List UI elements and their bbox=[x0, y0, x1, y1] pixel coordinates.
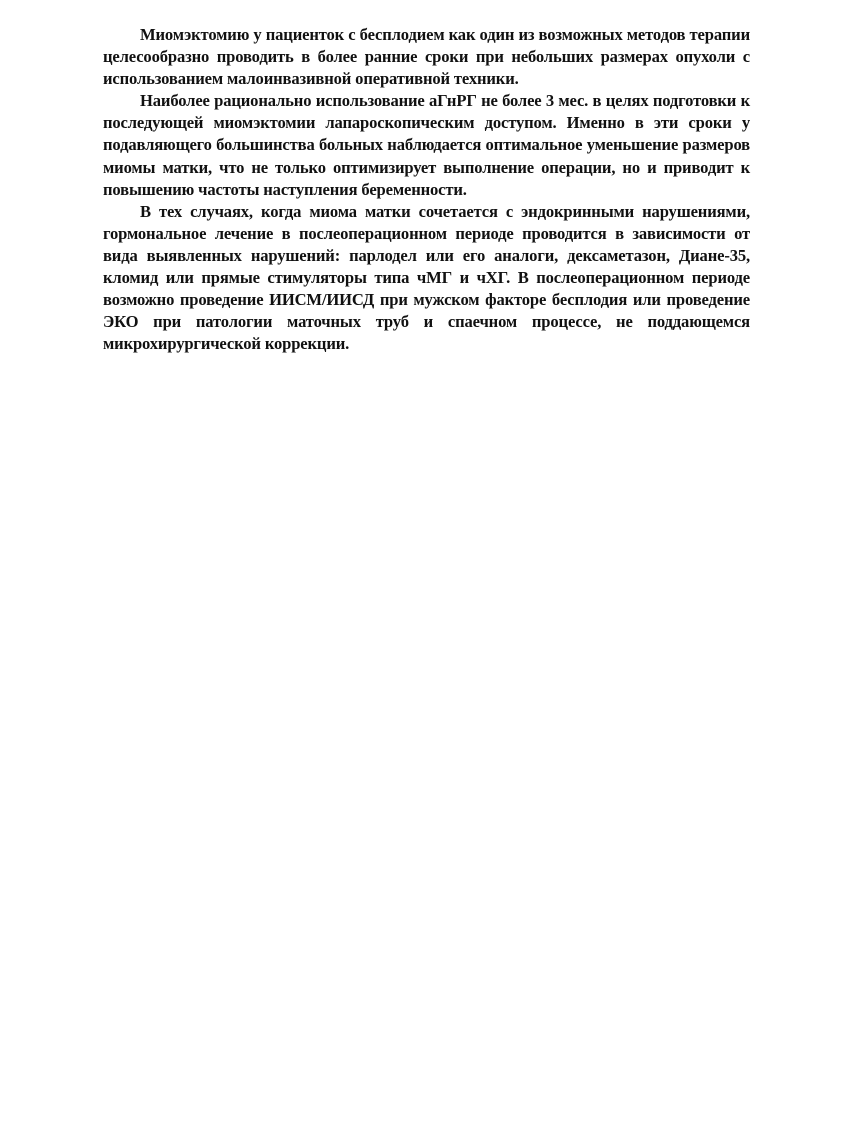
body-text bbox=[103, 24, 750, 355]
paragraph-2: Наиболее рационально использование аГнРГ не более 3 мес. в целях подготовки к последующей миомэктомии лапароскопическим доступом. Именно в эти сроки у подавляющего большинства больных наблюдается оптимальное уменьшение размеров миомы матки, что не только оптимизирует выполнение операции, но и приводит к повышению частоты наступления беременности. bbox=[103, 91, 750, 199]
paragraph-1: Миомэктомию у пациенток с бесплодием как один из возможных методов терапии целесообразно проводить в более ранние сроки при небольших размерах опухоли с использованием малоинвазивной оперативной техники. bbox=[103, 25, 750, 89]
paragraph-3: В тех случаях, когда миома матки сочетается с эндокринными нарушениями, гормональное лечение в послеоперационном периоде проводится в зависимости от вида выявленных нарушений: парлодел или его аналоги, дексаметазон, Диане-35, кломид или прямые стимуляторы типа чМГ и чХГ. В послеоперационном периоде возможно проведение ИИСМ/ИИСД при мужском факторе бесплодия или проведение ЭКО при патологии маточных труб и спаечном процессе, не поддающемся микрохирургической коррекции. bbox=[103, 201, 750, 354]
